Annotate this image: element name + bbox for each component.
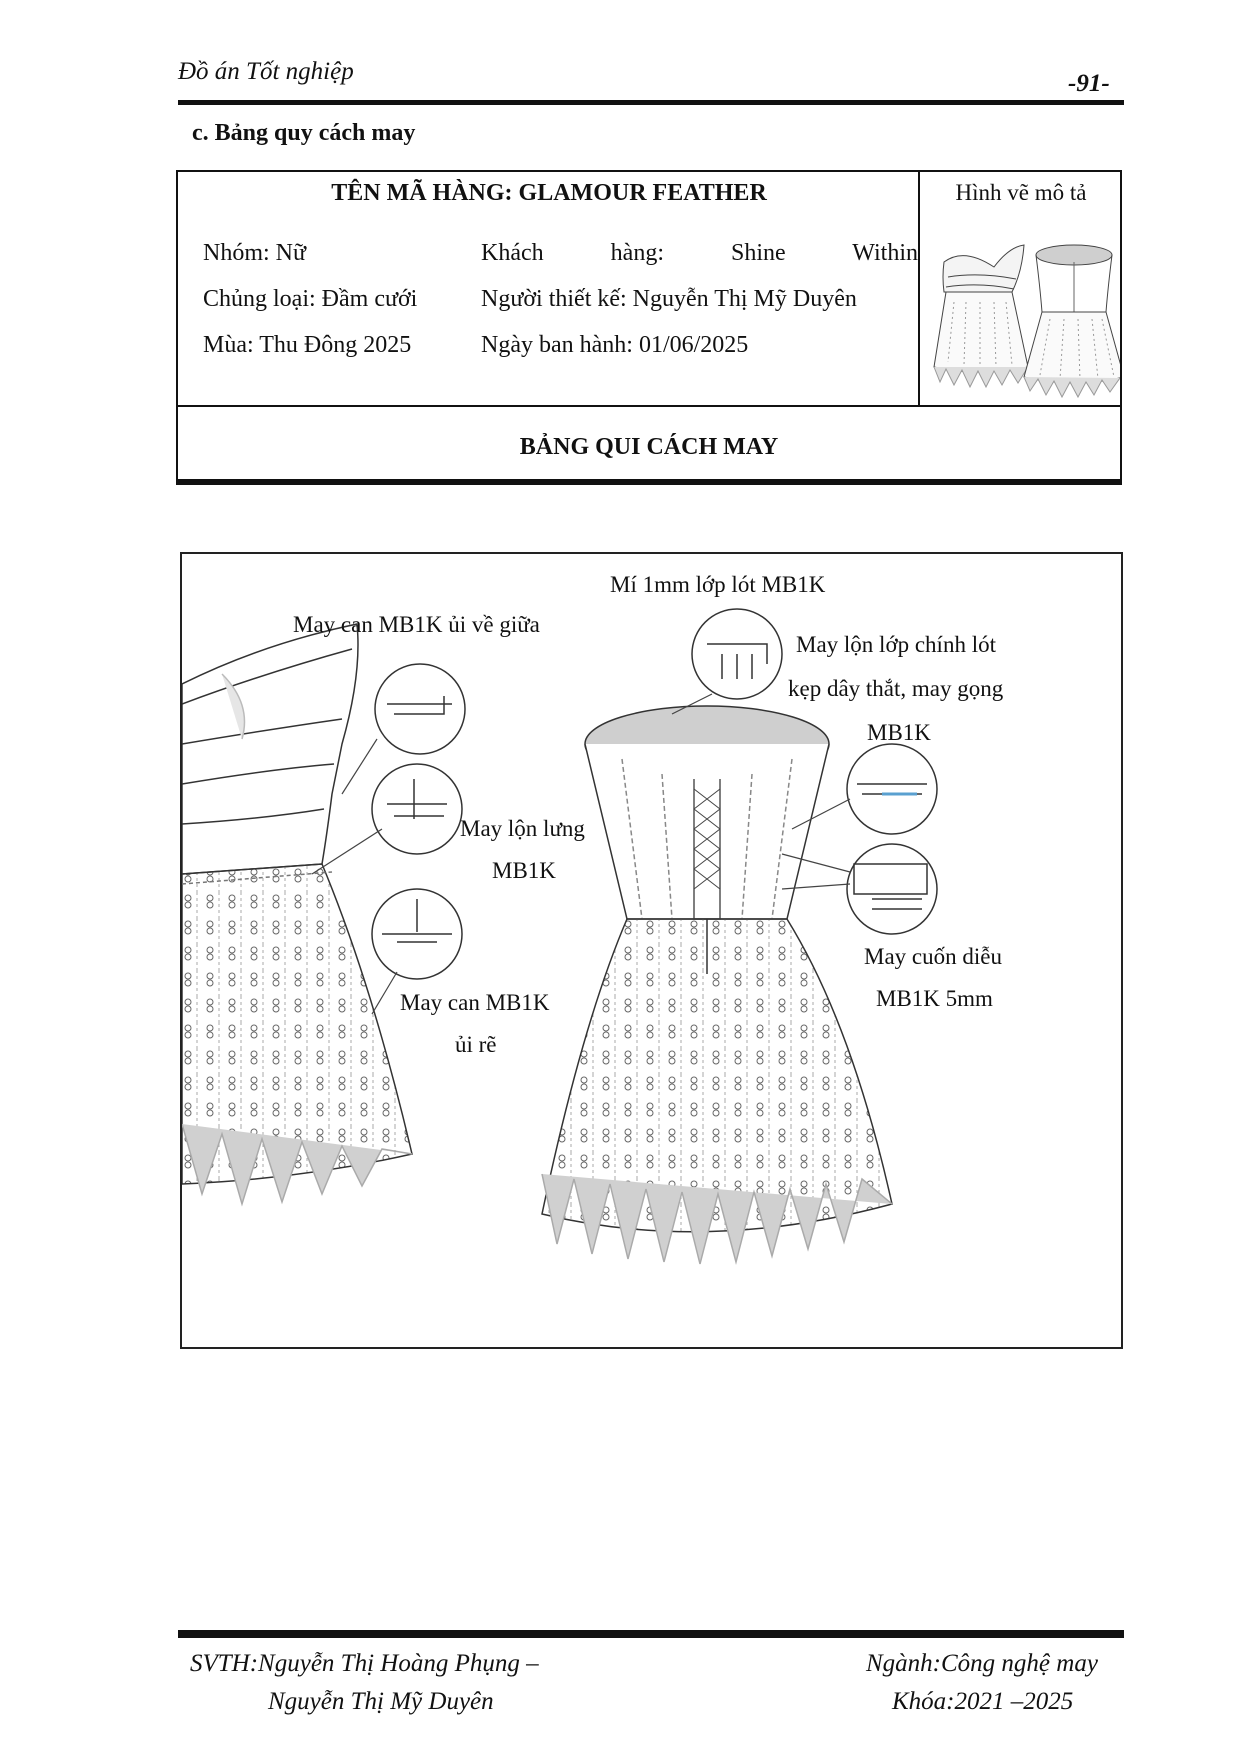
header-rule (178, 100, 1124, 105)
product-info-table (176, 170, 1122, 485)
callout-press-open-line1: May can MB1K (400, 990, 550, 1015)
customer-field: Khách hàng: Shine Within (481, 240, 918, 266)
product-name: TÊN MÃ HÀNG: GLAMOUR FEATHER (331, 180, 767, 206)
callout-seam-center: May can MB1K ủi về giữa (293, 612, 540, 637)
designer-field: Người thiết kế: Nguyễn Thị Mỹ Duyên (481, 286, 857, 312)
detail-circle-5 (847, 744, 937, 834)
image-caption: Hình vẽ mô tả (955, 180, 1087, 205)
back-dress (542, 706, 892, 1264)
footer-rule (178, 1630, 1124, 1638)
front-thumbnail (934, 245, 1028, 387)
page-number: -91- (1068, 70, 1110, 97)
footer-student: SVTH:Nguyễn Thị Hoàng Phụng – (190, 1650, 539, 1677)
callout-bag-seam-line2: kẹp dây thắt, may gọng (788, 676, 1004, 701)
callout-waist-seam-line2: MB1K (492, 858, 556, 883)
callout-hem-line2: MB1K 5mm (876, 986, 993, 1011)
season-field: Mùa: Thu Đông 2025 (203, 332, 412, 358)
detail-circle-2 (372, 764, 462, 854)
callout-lining-topstitch: Mí 1mm lớp lót MB1K (610, 572, 826, 597)
callout-press-open-line2: ủi rẽ (455, 1032, 497, 1057)
detail-circle-1 (375, 664, 465, 754)
detail-circle-3 (372, 889, 462, 979)
callout-bag-seam-line3: MB1K (867, 720, 931, 745)
group-field: Nhóm: Nữ (203, 240, 307, 266)
header-title: Đồ án Tốt nghiệp (178, 58, 354, 85)
callout-bag-seam-line1: May lộn lớp chính lót (796, 632, 996, 657)
footer-course: Khóa:2021 –2025 (892, 1688, 1074, 1715)
detail-circle-4 (692, 609, 782, 699)
table-divider (178, 405, 1120, 407)
sewing-spec-diagram (180, 552, 1123, 1349)
dress-thumbnail-sketch (924, 217, 1120, 403)
section-title: c. Bảng quy cách may (192, 120, 416, 146)
callout-waist-seam-line1: May lộn lưng (460, 816, 585, 841)
footer-student-2: Nguyễn Thị Mỹ Duyên (268, 1688, 494, 1715)
detail-circle-6 (847, 844, 937, 934)
callout-hem-line1: May cuốn diễu (864, 944, 1002, 969)
issue-date-field: Ngày ban hành: 01/06/2025 (481, 332, 749, 358)
category-field: Chủng loại: Đầm cưới (203, 286, 418, 312)
spec-table-title: BẢNG QUI CÁCH MAY (519, 434, 779, 460)
back-thumbnail (1024, 245, 1120, 397)
footer-major: Ngành:Công nghệ may (866, 1650, 1098, 1677)
